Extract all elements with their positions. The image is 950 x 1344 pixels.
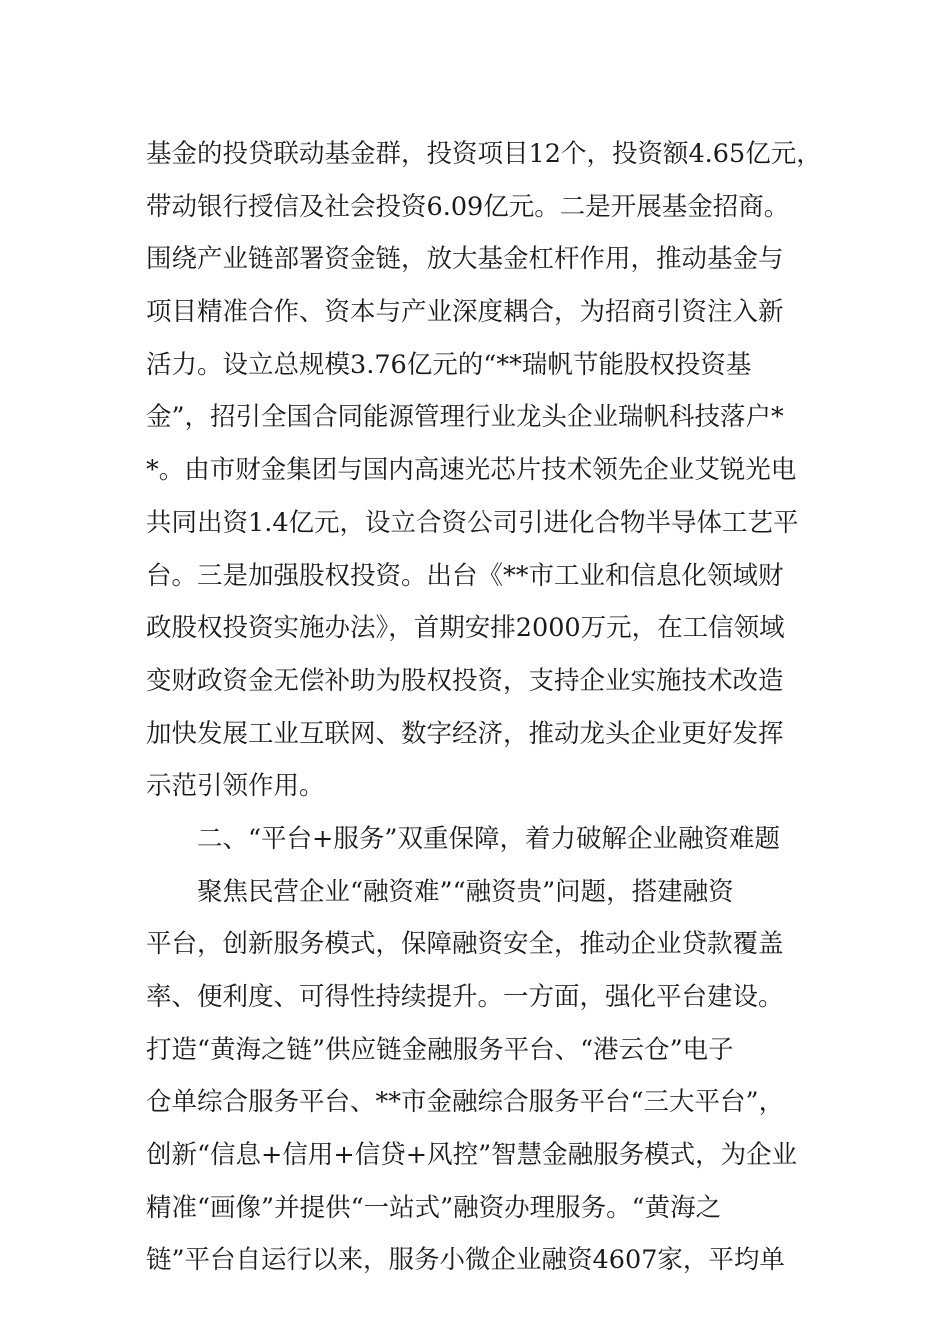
paragraph-line: 聚焦民营企业“融资难”“融资贵”问题，搭建融资	[197, 876, 734, 907]
paragraph-line: 加快发展工业互联网、数字经济，推动龙头企业更好发挥	[146, 718, 784, 749]
section-heading: 二、“平台+服务”双重保障，着力破解企业融资难题	[197, 823, 780, 854]
document-body	[146, 128, 836, 1287]
paragraph-line: *。由市财金集团与国内高速光芯片技术领先企业艾锐光电	[146, 455, 797, 486]
paragraph-line: 链”平台自运行以来，服务小微企业融资4607家，平均单	[146, 1245, 785, 1276]
paragraph-line: 金”，招引全国合同能源管理行业龙头企业瑞帆科技落户*	[146, 402, 784, 433]
paragraph-line: 共同出资1.4亿元，设立合资公司引进化合物半导体工艺平	[146, 507, 799, 538]
paragraph-line: 带动银行授信及社会投资6.09亿元。二是开展基金招商。	[146, 191, 790, 222]
paragraph-line: 项目精准合作、资本与产业深度耦合，为招商引资注入新	[146, 297, 784, 328]
paragraph-line: 基金的投贷联动基金群，投资项目12个，投资额4.65亿元，	[146, 139, 822, 169]
paragraph-line: 打造“黄海之链”供应链金融服务平台、“港云仓”电子	[146, 1034, 734, 1065]
paragraph-line: 围绕产业链部署资金链，放大基金杠杆作用，推动基金与	[146, 244, 784, 275]
paragraph-line: 变财政资金无偿补助为股权投资，支持企业实施技术改造	[146, 665, 784, 696]
paragraph-line: 平台，创新服务模式，保障融资安全，推动企业贷款覆盖	[146, 929, 784, 960]
paragraph-line: 仓单综合服务平台、**市金融综合服务平台“三大平台”，	[146, 1087, 785, 1118]
paragraph-line: 活力。设立总规模3.76亿元的“**瑞帆节能股权投资基	[146, 349, 752, 380]
paragraph-line: 精准“画像”并提供“一站式”融资办理服务。“黄海之	[146, 1192, 722, 1223]
paragraph-line: 台。三是加强股权投资。出台《**市工业和信息化领域财	[146, 560, 784, 591]
paragraph-line: 政股权投资实施办法》，首期安排2000万元，在工信领域	[146, 613, 785, 644]
paragraph-line: 率、便利度、可得性持续提升。一方面，强化平台建设。	[146, 982, 784, 1012]
paragraph-line: 示范引领作用。	[146, 771, 325, 802]
paragraph-line: 创新“信息+信用+信贷+风控”智慧金融服务模式，为企业	[146, 1140, 798, 1171]
